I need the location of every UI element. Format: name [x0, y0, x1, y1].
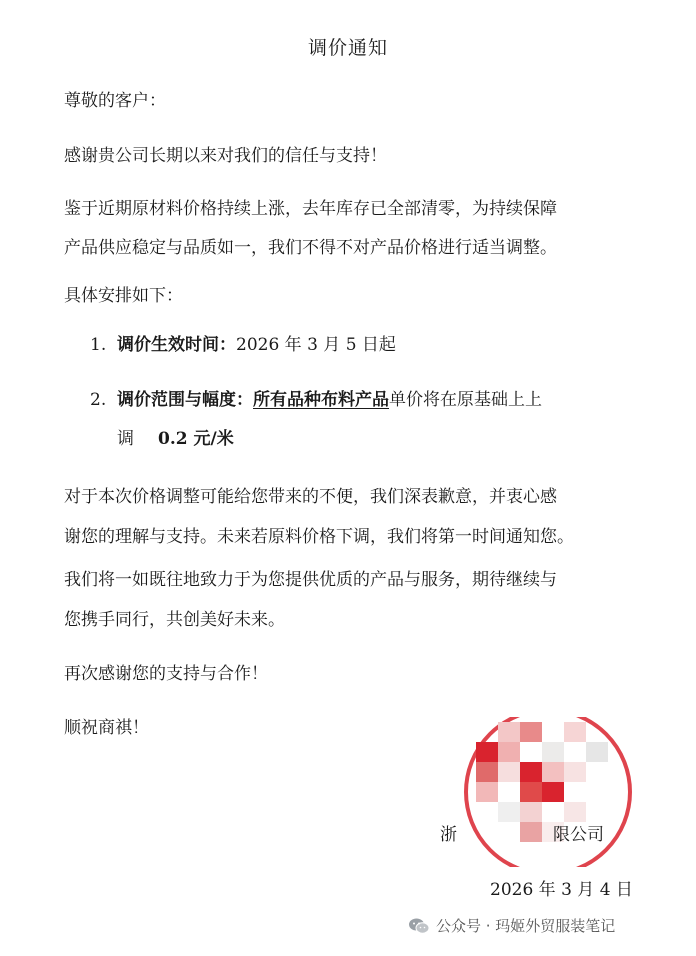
notice-date: 2026 年 3 月 4 日 — [490, 880, 633, 900]
para2-line-2: 谢您的理解与支持。未来若原料价格下调，我们将第一时间通知您。 — [64, 527, 574, 547]
para2-line-4: 您携手同行，共创美好未来。 — [64, 610, 285, 630]
para1-line-3: 具体安排如下： — [64, 286, 183, 306]
para2-line-1: 对于本次价格调整可能给您带来的不便，我们深表歉意，并衷心感 — [64, 487, 557, 507]
item-1-label: 调价生效时间： — [117, 335, 236, 355]
item-2-cont-prefix: 调 — [117, 429, 134, 449]
footer-text: 公众号 · 玛姬外贸服装笔记 — [436, 917, 616, 935]
item-2-continuation — [117, 428, 234, 450]
para2-line-3: 我们将一如既往地致力于为您提供优质的产品与服务，期待继续与 — [64, 570, 557, 590]
item-2-number: 2. — [90, 390, 107, 410]
para1-line-1: 鉴于近期原材料价格持续上涨，去年库存已全部清零，为持续保障 — [64, 199, 557, 219]
company-name — [440, 820, 604, 845]
item-2-label: 调价范围与幅度： — [117, 390, 253, 410]
footer-watermark — [408, 915, 615, 936]
wechat-icon — [408, 917, 430, 935]
closing-regards: 顺祝商祺！ — [64, 718, 149, 738]
item-2-amount: 0.2 元/米 — [158, 429, 234, 449]
thanks-line: 感谢贵公司长期以来对我们的信任与支持！ — [64, 146, 387, 166]
item-1-body — [117, 334, 396, 356]
company-name-start: 浙 — [440, 825, 457, 845]
item-1-text: 2026 年 3 月 5 日起 — [236, 335, 396, 355]
notice-title: 调价通知 — [307, 37, 388, 59]
closing-thanks: 再次感谢您的支持与合作！ — [64, 664, 268, 684]
salutation: 尊敬的客户： — [64, 91, 166, 111]
para1-line-2: 产品供应稳定与品质如一，我们不得不对产品价格进行适当调整。 — [64, 238, 557, 258]
item-2-body — [117, 389, 542, 411]
item-1-number: 1. — [90, 335, 107, 355]
item-2-text: 单价将在原基础上上 — [389, 390, 542, 410]
item-2-underlined: 所有品种布料产品 — [253, 390, 389, 410]
company-name-end: 限公司 — [553, 825, 604, 845]
